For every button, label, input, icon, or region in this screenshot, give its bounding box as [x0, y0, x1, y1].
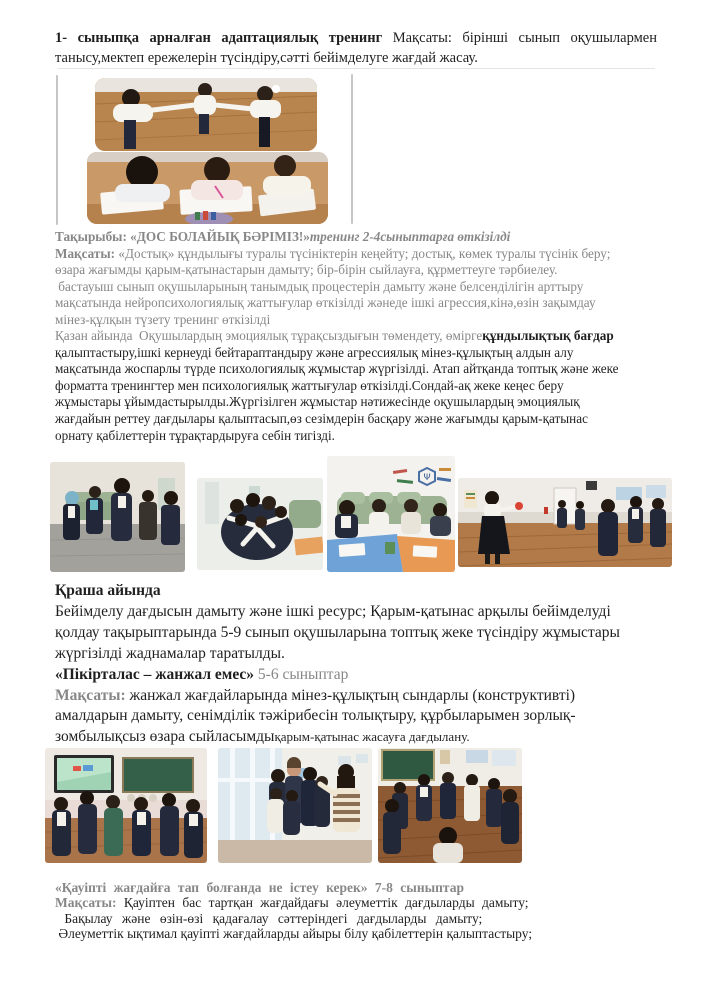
gray-line: мінез-құлқын түзету тренинг өткізілді [55, 311, 271, 327]
black-line: орнату қабілеттерін тұрақтардыруға себін тигізді. [55, 427, 335, 443]
danger-line: Бақылау және өзін-өзі қадағалау сәттеріндегі дағдыларды дамыту; [55, 910, 483, 926]
danger-goal-label: Мақсаты: [55, 895, 117, 911]
november-line: жүргізілді жаднамалар таратылды. [55, 644, 285, 662]
danger-line: Әлеуметтік ықтимал қауіпті жағдайларды айыры білу қабілеттерін қалыптастыру; [55, 926, 533, 942]
topic-line [55, 229, 663, 246]
gray-line: мақсатында нейропсихологиялық жаттығулар өткізілді жәнеде ішкі агрессия,кінә,өзін зақымдау [55, 295, 596, 311]
training-text-block [55, 229, 663, 444]
svg-text:Ψ: Ψ [423, 473, 431, 483]
card-border-right [351, 74, 353, 224]
black-line: қалыптастыру,ішкі кернеуді бейтараптандыру және агрессиялық мінез-құлықтың алдын алу [55, 344, 574, 360]
november-heading: Қраша айында [55, 582, 161, 599]
danger-goal-text: Қауіптен бас тартқан жағдайдағы әлеуметтік дағдыларды дамыту; [116, 895, 529, 911]
intro-rest-text: Мақсаты: бірінші сынып оқушылармен [382, 30, 657, 46]
intro-line-1 [55, 28, 657, 48]
topic-italic: тренинг 2-4сыныптарға өткізілді [309, 229, 511, 244]
photo-classroom-circle [378, 748, 522, 863]
danger-heading: «Қауіпті жағдайға тап болғанда не істеу керек» 7-8 сыныптар [55, 880, 464, 895]
november-text-block [55, 581, 667, 748]
gray-line: бастауыш сынып оқушыларының танымдық процестерін дамыту және белсенділігін арттыру [55, 278, 584, 294]
debate-title-line [55, 665, 667, 686]
intro-paragraph [55, 28, 657, 68]
photo-playroom-circle [50, 462, 185, 572]
gray-line: өзара жағымды қарым-қатынастарын дамыту; бір-бірін сыйлауға, құрметтеуге тәрбиелеу. [55, 262, 558, 278]
october-gray: Қазан айында Оқушылардың эмоциялық тұрақсыздығын төмендету, өмірге [55, 328, 483, 344]
topic-bold: Тақырыбы: «ДОС БОЛАЙЫҚ БӘРІМІЗ!» [55, 229, 310, 244]
october-bold: құндылықтық бағдар [482, 328, 614, 344]
divider-line [58, 68, 655, 69]
photo-smartboard-classroom [45, 748, 207, 863]
photo-psychologist-office [327, 456, 455, 572]
danger-goal-line [55, 895, 663, 910]
black-line: жұмыстары ұйымдастырылды.Жүргізілген жұмыстар нәтижесінде оқушылардың эмоциялық [55, 394, 580, 410]
november-line: Бейімделу дағдысын дамыту және ішкі ресурс; Қарым-қатынас арқылы бейімделуді [55, 602, 611, 620]
photo-first-grade-circle [95, 78, 317, 151]
card-border-left [56, 75, 58, 225]
photo-hands-together [197, 478, 323, 570]
goal-line3-small: қарым-қатынас жасауға дағдылану. [274, 729, 470, 745]
danger-text-block [55, 880, 663, 942]
goal-label: Мақсаты: [55, 245, 116, 261]
black-line: жағдайын реттеу дағдылары қалыптасып,өз сезімдерін басқару және жағымды қарым-қатынас [55, 411, 588, 427]
debate-goal-line2: амалдарын дамыту, сенімділік тәжірибесін толықтыру, құрбыларымен зорлық- [55, 707, 576, 725]
intro-line-2: танысу,мектеп ережелерін түсіндіру,сәтті бейімделуге жағдай жасау. [55, 50, 478, 66]
october-line [55, 328, 663, 345]
black-line: мақсатында жоспарлы түрде психологиялық жұмыстар жүргізілді. Атап айтқанда топтық және жеке [55, 361, 619, 377]
goal-rest: «Достық» құндылығы туралы түсініктерін кеңейту; достық, көмек туралы түсінік беру; [115, 245, 611, 261]
photo-bright-room-group [218, 748, 372, 863]
debate-grades: 5-6 сыныптар [254, 665, 349, 683]
goal-line3-big: зомбылықсыз өзара сыйласымды [55, 728, 275, 746]
debate-goal-line [55, 686, 667, 707]
debate-goal-label: Мақсаты: [55, 686, 126, 704]
photo-pupils-writing [87, 152, 328, 224]
debate-title: «Пікірталас – жанжал емес» [55, 665, 255, 683]
debate-goal-line3 [55, 727, 667, 748]
intro-bold-text: 1- сыныпқа арналған адаптациялық тренинг [55, 30, 383, 46]
debate-goal-text: жанжал жағдайларында мінез-құлықтың сындарлы (конструктивті) [125, 686, 576, 704]
black-line: форматта тренингтер мен психологиялық жаттығулар өткізілді.Сондай-ақ жеке кеңес беру [55, 377, 564, 393]
november-line: қолдау тақырыптарында 5-9 сынып оқушыларына топтық жеке түсіндіру жұмыстары [55, 623, 620, 641]
goal-line [55, 246, 663, 263]
photo-hallway-training [458, 478, 672, 567]
